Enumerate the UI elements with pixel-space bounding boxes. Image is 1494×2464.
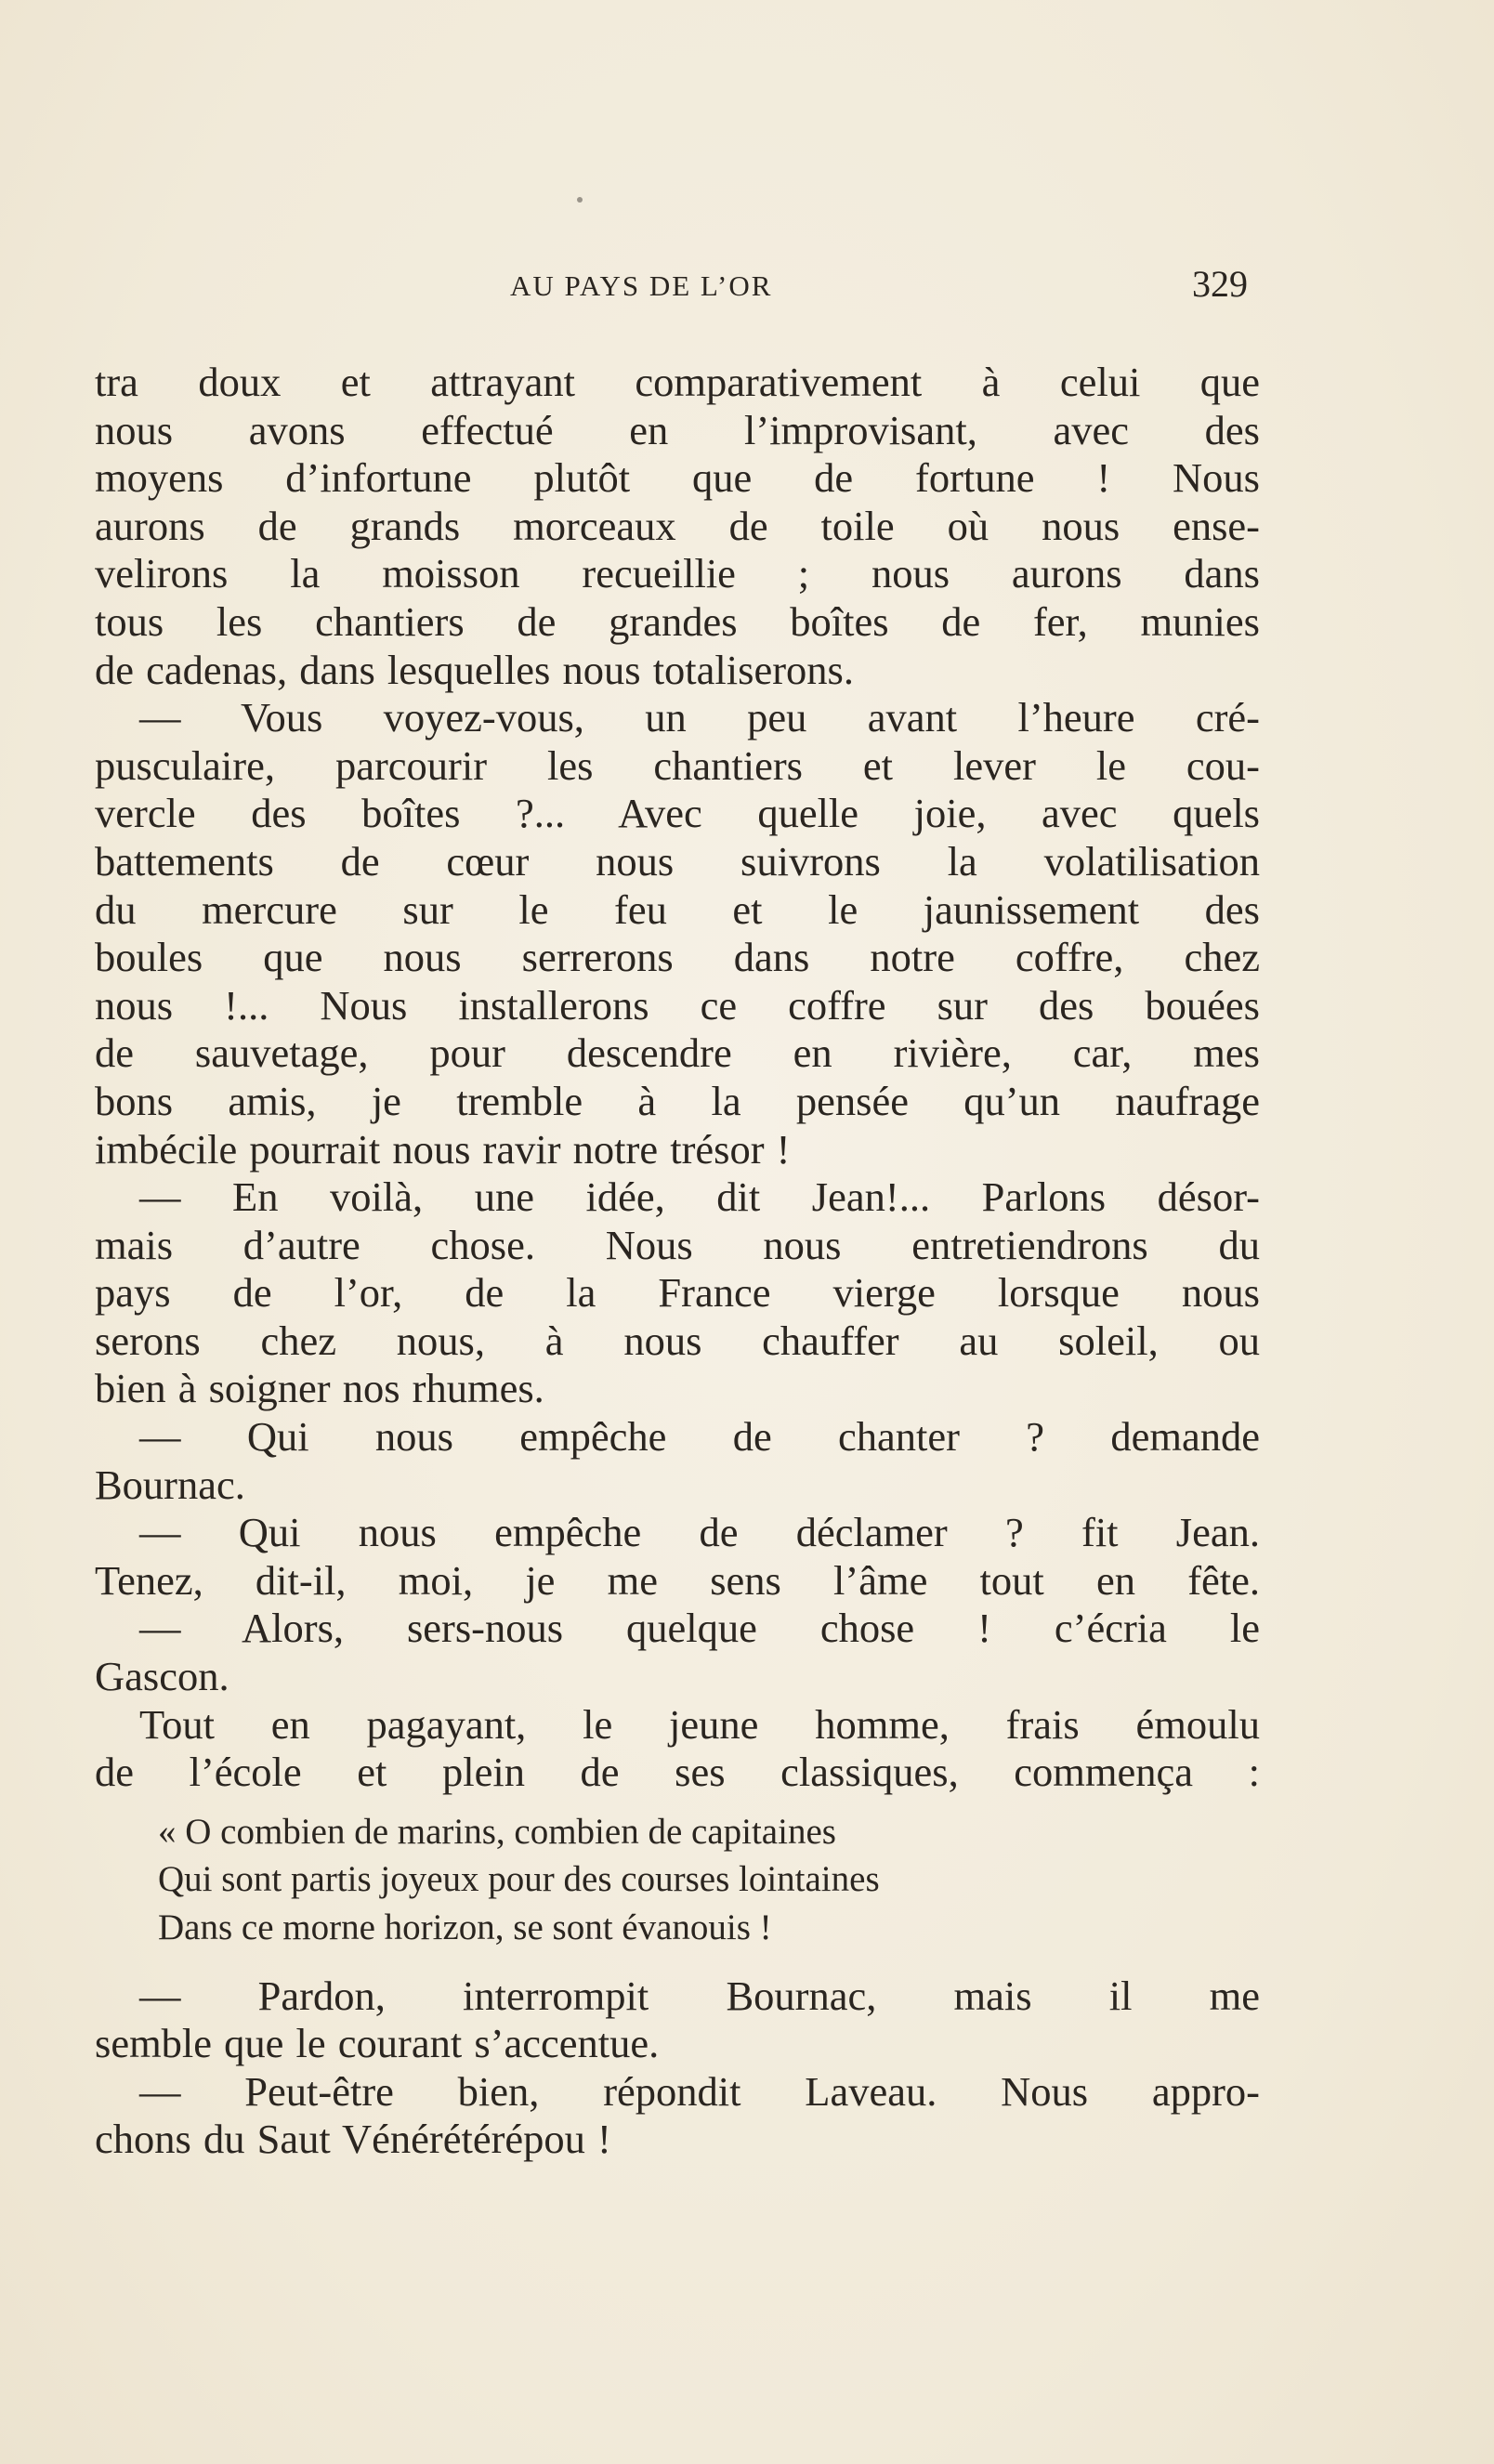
text-line: — Peut-être bien, répondit Laveau. Nous appro- (139, 2067, 1260, 2115)
text-line: bons amis, je tremble à la pensée qu’un naufrage (95, 1077, 1260, 1124)
text-line: Bournac. (95, 1461, 245, 1508)
text-line: tra doux et attrayant comparativement à celui que (95, 359, 1260, 405)
verse-line: Dans ce morne horizon, se sont évanouis ! (158, 1907, 772, 1947)
text-line: bien à soigner nos rhumes. (95, 1365, 544, 1412)
text-line: velirons la moisson recueillie ; nous aurons dans (95, 550, 1260, 597)
text-line: de l’école et plein de ses classiques, commença : (95, 1749, 1260, 1796)
prose-part-1 (95, 359, 1260, 1797)
text-line: serons chez nous, à nous chauffer au soleil, ou (95, 1317, 1260, 1364)
text-line: imbécile pourrait nous ravir notre trésor ! (95, 1125, 791, 1173)
verse-line: « O combien de marins, combien de capitaines (158, 1811, 836, 1852)
text-line: — Vous voyez-vous, un peu avant l’heure cré- (139, 694, 1260, 741)
text-line: — Pardon, interrompit Bournac, mais il me (139, 1972, 1260, 2019)
text-line: boules que nous serrerons dans notre coffre, chez (95, 934, 1260, 981)
text-line: aurons de grands morceaux de toile où nous ense- (95, 502, 1260, 549)
text-line: vercle des boîtes ?... Avec quelle joie, avec quels (95, 790, 1260, 837)
text-line: mais d’autre chose. Nous nous entretiendrons du (95, 1221, 1260, 1268)
verse-line: Qui sont partis joyeux pour des courses lointaines (158, 1859, 880, 1900)
text-line: semble que le courant s’accentue. (95, 2020, 660, 2067)
text-line: Tenez, dit-il, moi, je me sens l’âme tout en fête. (95, 1556, 1260, 1604)
text-line: Tout en pagayant, le jeune homme, frais émoulu (139, 1700, 1260, 1748)
text-line: — En voilà, une idée, dit Jean!... Parlons désor- (139, 1173, 1260, 1221)
text-line: chons du Saut Vénérétérépou ! (95, 2116, 611, 2163)
text-line: nous !... Nous installerons ce coffre sur des bouées (95, 981, 1260, 1029)
running-title: AU PAYS DE L’OR (510, 269, 773, 302)
text-line: tous les chantiers de grandes boîtes de fer, munies (95, 597, 1260, 645)
text-line: — Alors, sers-nous quelque chose ! c’écria le (139, 1605, 1260, 1652)
print-speck (577, 197, 583, 203)
prose-part-2 (95, 1973, 1260, 2164)
text-line: moyens d’infortune plutôt que de fortune ! Nous (95, 454, 1260, 502)
text-line: de cadenas, dans lesquelles nous totaliserons. (95, 646, 854, 693)
verse-quotation (95, 1808, 1260, 1952)
text-line: Gascon. (95, 1653, 229, 1700)
text-line: du mercure sur le feu et le jaunissement des (95, 885, 1260, 933)
text-line: nous avons effectué en l’improvisant, avec des (95, 406, 1260, 453)
text-line: battements de cœur nous suivrons la volatilisation (95, 837, 1260, 885)
text-line: — Qui nous empêche de déclamer ? fit Jean. (139, 1509, 1260, 1556)
body-text (95, 359, 1260, 2164)
text-line: pusculaire, parcourir les chantiers et lever le cou- (95, 741, 1260, 789)
text-line: — Qui nous empêche de chanter ? demande (139, 1413, 1260, 1461)
page-number: 329 (1192, 263, 1248, 305)
text-line: pays de l’or, de la France vierge lorsque nous (95, 1269, 1260, 1317)
text-line: de sauvetage, pour descendre en rivière, car, mes (95, 1029, 1260, 1077)
